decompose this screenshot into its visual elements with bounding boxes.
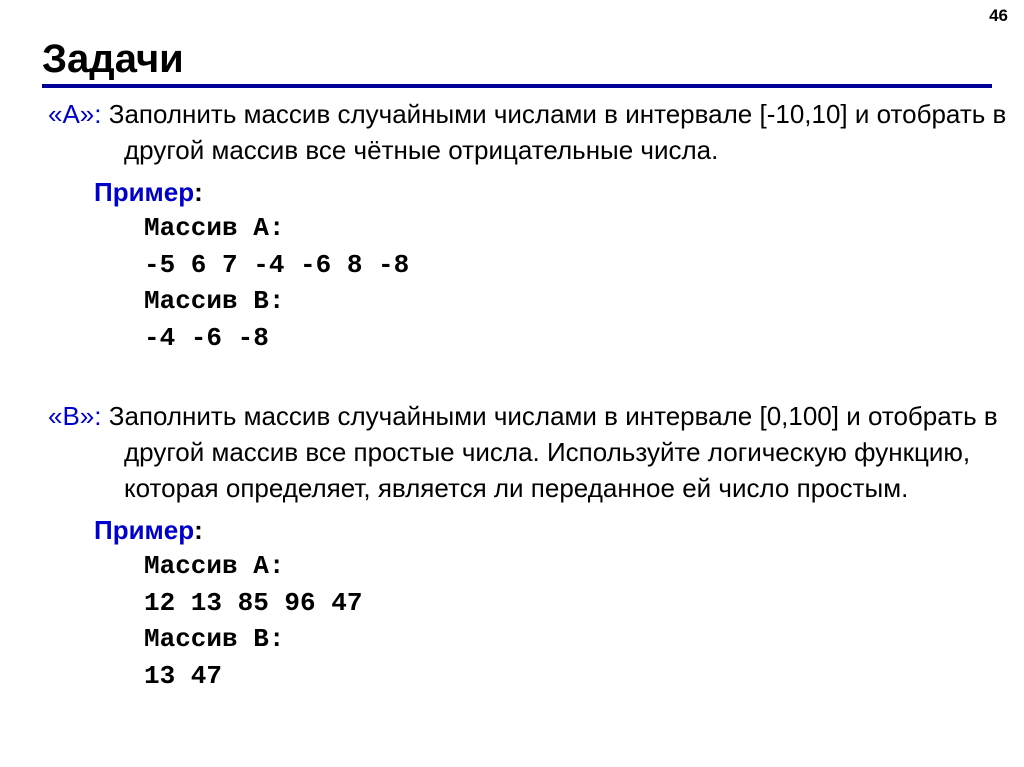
task-a-statement [48, 96, 1008, 168]
task-b-example-heading [94, 512, 1008, 548]
task-b-example-label: Пример [94, 515, 195, 545]
task-a-array-b-values: -4 -6 -8 [144, 322, 269, 353]
task-a-text: Заполнить массив случайными числами в интервале [-10,10] и отобрать в другой массив все чётные отрицательные числа. [108, 99, 1007, 165]
page-title: Задачи [42, 37, 184, 81]
task-b-example-code [144, 548, 1008, 694]
task-a-array-b-label: Массив B: [144, 286, 285, 316]
task-b-label: «B»: [48, 401, 102, 431]
task-b-text: Заполнить массив случайными числами в интервале [0,100] и отобрать в другой массив все простые числа. Используйте логическую функцию, которая определяет, является ли переданное ей число простым. [108, 401, 998, 503]
task-b-example-colon: : [194, 515, 203, 545]
page-number: 46 [989, 6, 1008, 25]
task-a-array-a-label: Массив A: [144, 213, 285, 243]
task-a-example-colon: : [194, 177, 203, 207]
task-b-statement [48, 398, 1008, 506]
task-a-example-code [144, 210, 1008, 356]
task-a-label: «A»: [48, 99, 102, 129]
task-a-array-a-values: -5 6 7 -4 -6 8 -8 [144, 249, 410, 280]
task-a-example-label: Пример [94, 177, 195, 207]
title-divider [42, 84, 992, 88]
task-a-example-heading [94, 174, 1008, 210]
task-a [48, 96, 1008, 356]
task-b-array-b-label: Массив B: [144, 624, 285, 654]
task-b [48, 398, 1008, 694]
task-b-array-a-label: Массив A: [144, 551, 285, 581]
task-b-array-a-values: 12 13 85 96 47 [144, 587, 363, 618]
task-b-array-b-values: 13 47 [144, 660, 223, 691]
